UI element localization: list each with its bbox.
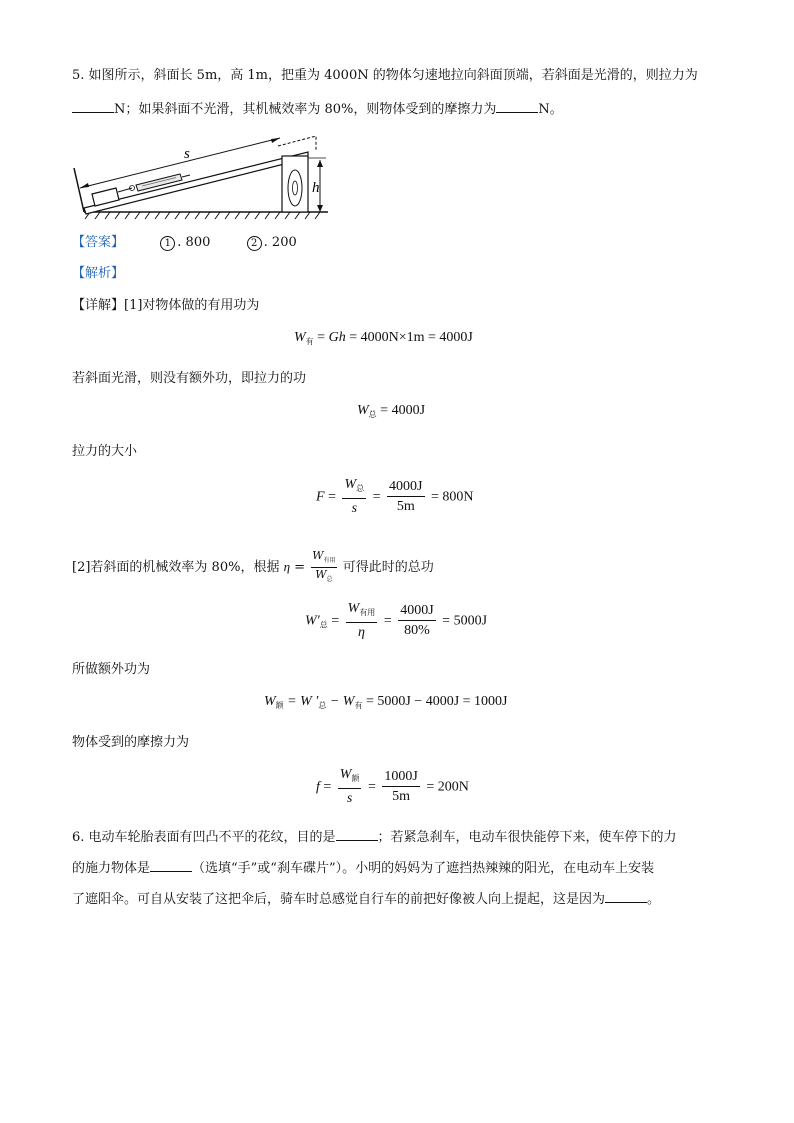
q6-line1: 6. 电动车轮胎表面有凹凸不平的花纹，目的是 ；若紧急刹车，电动车很快能停下来，使车停下的力 <box>72 826 677 848</box>
text-force: 拉力的大小 <box>72 444 138 459</box>
text-efficiency: [2]若斜面的机械效率为 80%，根据 η = $\frac{W_{有用}}{W_总}$ 可得此时的总功 <box>72 549 434 586</box>
text-smooth: 若斜面光滑，则没有额外功，即拉力的功 <box>72 371 307 386</box>
efficiency-fraction: $\frac{W_{有用}}{W_总}$ <box>312 549 336 583</box>
analysis-label: 【解析】 <box>72 266 125 281</box>
equation-total-work-prime: $W'_总$ = $\frac{W_{有用}}{\eta}$ = $\frac{4000J}{80\%}$ = 5000J <box>305 601 488 640</box>
answer-blank <box>150 857 192 872</box>
text-friction: 物体受到的摩擦力为 <box>72 735 190 750</box>
top-dashed-box <box>278 136 316 150</box>
q5-line1: 5. 如图所示，斜面长 5m，高 1m，把重为 4000N 的物体匀速地拉向斜面顶端，若斜面是光滑的，则拉力为 <box>72 68 698 83</box>
q6-line2: 的施力物体是 （选填“手”或“刹车碟片”）。小明的妈妈为了遮挡热辣辣的阳光，在电动车上安装 <box>72 857 654 879</box>
circled-number: 2 <box>247 236 262 251</box>
incline-plank <box>84 152 308 214</box>
h-label: h <box>312 180 320 196</box>
answer-blank <box>336 826 378 841</box>
text-extra-work: 所做额外功为 <box>72 662 151 677</box>
answer-blank <box>496 98 538 113</box>
answer-blank <box>72 98 114 113</box>
left-stop <box>74 168 84 212</box>
incline-figure <box>70 128 340 224</box>
equation-extra-work: $W_额 = W$ $'_总 - W_有 = 5000J - 4000J = 1000J$ <box>264 694 508 710</box>
detail-line1: 【详解】[1]对物体做的有用功为 <box>72 298 260 313</box>
equation-total-work: $W_总 = 4000J$ <box>357 403 426 419</box>
equation-friction: f = $\frac{W_额}{s}$ = $\frac{1000J}{5m}$ = 200N <box>316 767 469 806</box>
equation-useful-work: $W_有 = Gh = 4000N\times 1m = 4000J$ <box>294 330 473 346</box>
q6-line3: 了遮阳伞。可自从安装了这把伞后，骑车时总感觉自行车的前把好像被人向上提起，这是因为 。 <box>72 888 660 910</box>
q5-line2: N；如果斜面不光滑，其机械效率为 80%，则物体受到的摩擦力为 N。 <box>72 98 563 120</box>
answer-line: 【答案】 1 . 800 2 . 200 <box>72 235 297 250</box>
circled-number: 1 <box>160 236 175 251</box>
equation-force: F = $\frac{W_总}{s}$ = $\frac{4000J}{5m}$ = 800N <box>316 477 474 516</box>
ground-hatch <box>85 212 320 219</box>
answer-blank <box>605 888 647 903</box>
support-block <box>282 156 308 212</box>
s-label: s <box>184 146 190 162</box>
